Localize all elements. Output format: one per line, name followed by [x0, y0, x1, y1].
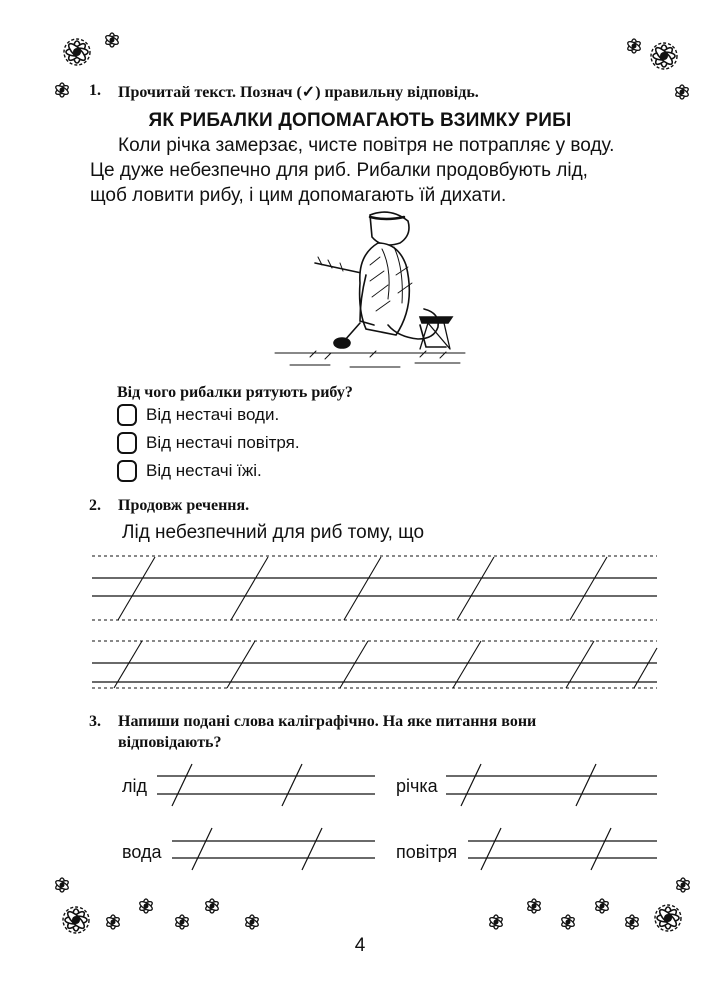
word-richka: річка: [396, 776, 438, 796]
sentence-start: Лід небезпечний для риб тому, що: [122, 522, 425, 543]
option-3-label: Від нестачі їжі.: [146, 461, 262, 480]
task-2-number: 2.: [89, 497, 101, 514]
word-voda: вода: [122, 842, 162, 862]
paragraph-line-3: щоб ловити рибу, і цим допомагають їй дихати.: [90, 185, 507, 206]
text-title: ЯК РИБАЛКИ ДОПОМАГАЮТЬ ВЗИМКУ РИБІ: [148, 110, 572, 131]
paragraph-line-2: Це дуже небезпечно для риб. Рибалки продовбують лід,: [90, 160, 588, 181]
paragraph-line-1: Коли річка замерзає, чисте повітря не потрапляє у воду.: [118, 135, 615, 156]
question: Від чого рибалки рятують рибу?: [117, 384, 353, 401]
word-povitria: повітря: [396, 842, 458, 862]
task-3-number: 3.: [89, 713, 101, 730]
task-3-instruction-line-1: Напиши подані слова каліграфічно. На яке питання вони: [118, 713, 537, 730]
task-1-instruction: Прочитай текст. Познач (✓) правильну відповідь.: [118, 84, 479, 101]
task-2-instruction: Продовж речення.: [118, 497, 250, 514]
option-2-label: Від нестачі повітря.: [146, 433, 300, 452]
page-number: 4: [354, 935, 366, 956]
task-3-instruction-line-2: відповідають?: [118, 734, 222, 751]
option-1-label: Від нестачі води.: [146, 405, 280, 424]
task-1-number: 1.: [89, 82, 101, 99]
word-lid: лід: [122, 776, 148, 796]
